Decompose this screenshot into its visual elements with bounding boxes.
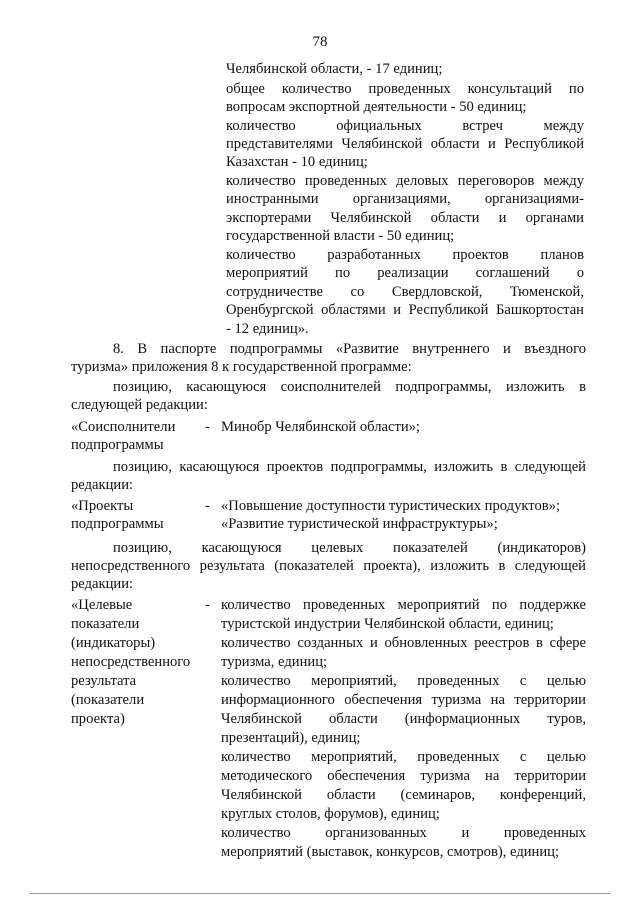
targets-label-line: показатели (71, 616, 140, 632)
targets-value-line: мероприятий (выставок, конкурсов, смотров), единиц; (221, 844, 560, 860)
targets-label-line: результата (71, 673, 137, 689)
targets-intro-line: непосредственного результата (показателей проекта), изложить в следующей (71, 558, 586, 574)
text-line: мероприятий по реализации соглашений о (226, 265, 584, 281)
targets-value-line: количество мероприятий, проведенных с целью (221, 749, 586, 765)
text-line: представителями Челябинской области и Республикой (226, 136, 584, 152)
text-line: - 12 единиц». (226, 321, 309, 337)
coexec-label: подпрограммы (71, 437, 164, 453)
text-line: государственной власти - 50 единиц; (226, 228, 455, 244)
projects-value: «Повышение доступности туристических продуктов»; (221, 498, 561, 514)
targets-value-line: Челябинской области (информационных туров, (221, 711, 586, 727)
targets-dash: - (205, 597, 210, 613)
text-line: экспортерами Челябинской области и органами (226, 210, 584, 226)
targets-label-line: (индикаторы) (71, 635, 156, 651)
targets-value-line: методического обеспечения туризма на территории (221, 768, 586, 784)
targets-intro-line: редакции: (71, 576, 134, 592)
text-line: общее количество проведенных консультаций по (226, 81, 584, 97)
targets-value-line: туризма, единиц; (221, 654, 328, 670)
page-number: 78 (312, 34, 328, 50)
targets-label-line: непосредственного (71, 654, 191, 670)
projects-label: подпрограммы (71, 516, 164, 532)
footer-rule (30, 893, 610, 894)
coexec-dash: - (205, 419, 210, 435)
text-line: вопросам экспортной деятельности - 50 единиц; (226, 99, 527, 115)
projects-value: «Развитие туристической инфраструктуры»; (221, 516, 498, 532)
targets-value-line: количество организованных и проведенных (221, 825, 586, 841)
projects-label: «Проекты (71, 498, 134, 514)
text-line: иностранными организациями, организациями- (226, 191, 584, 207)
targets-value-line: Челябинской области (семинаров, конференций, (221, 787, 586, 803)
targets-value-line: количество проведенных мероприятий по поддержке (221, 597, 586, 613)
paragraph-8-line: 8. В паспорте подпрограммы «Развитие внутреннего и въездного (113, 341, 586, 357)
targets-value-line: количество мероприятий, проведенных с целью (221, 673, 586, 689)
targets-intro-line: позицию, касающуюся целевых показателей (индикаторов) (113, 540, 586, 556)
targets-label-line: (показатели (71, 692, 145, 708)
text-line: Казахстан - 10 единиц; (226, 154, 368, 170)
targets-label-line: проекта) (71, 711, 125, 727)
targets-value-line: количество созданных и обновленных реестров в сфере (221, 635, 586, 651)
text-line: количество разработанных проектов планов (226, 247, 584, 263)
projects-dash: - (205, 498, 210, 514)
coexec-value: Минобр Челябинской области»; (221, 419, 420, 435)
text-line: количество официальных встреч между (226, 118, 584, 134)
targets-value-line: презентаций), единиц; (221, 730, 361, 746)
text-line: количество проведенных деловых переговоров между (226, 173, 584, 189)
paragraph-8-line: туризма» приложения 8 к государственной программе: (71, 359, 412, 375)
targets-value-line: туристской индустрии Челябинской области, единиц; (221, 616, 554, 632)
targets-label-line: «Целевые (71, 597, 133, 613)
text-line: сотрудничестве со Свердловской, Тюменской, (226, 284, 584, 300)
targets-value-line: информационного обеспечения туризма на территории (221, 692, 586, 708)
text-line: Оренбургской областями и Республикой Башкортостан (226, 302, 584, 318)
projects-intro-line: позицию, касающуюся проектов подпрограммы, изложить в следующей (113, 459, 586, 475)
projects-intro-line: редакции: (71, 477, 134, 493)
coexec-label: «Соисполнители (71, 419, 176, 435)
targets-value-line: круглых столов, форумов), единиц; (221, 806, 440, 822)
coexec-intro-line: следующей редакции: (71, 397, 208, 413)
coexec-intro-line: позицию, касающуюся соисполнителей подпрограммы, изложить в (113, 379, 586, 395)
text-line: Челябинской области, - 17 единиц; (226, 61, 443, 77)
